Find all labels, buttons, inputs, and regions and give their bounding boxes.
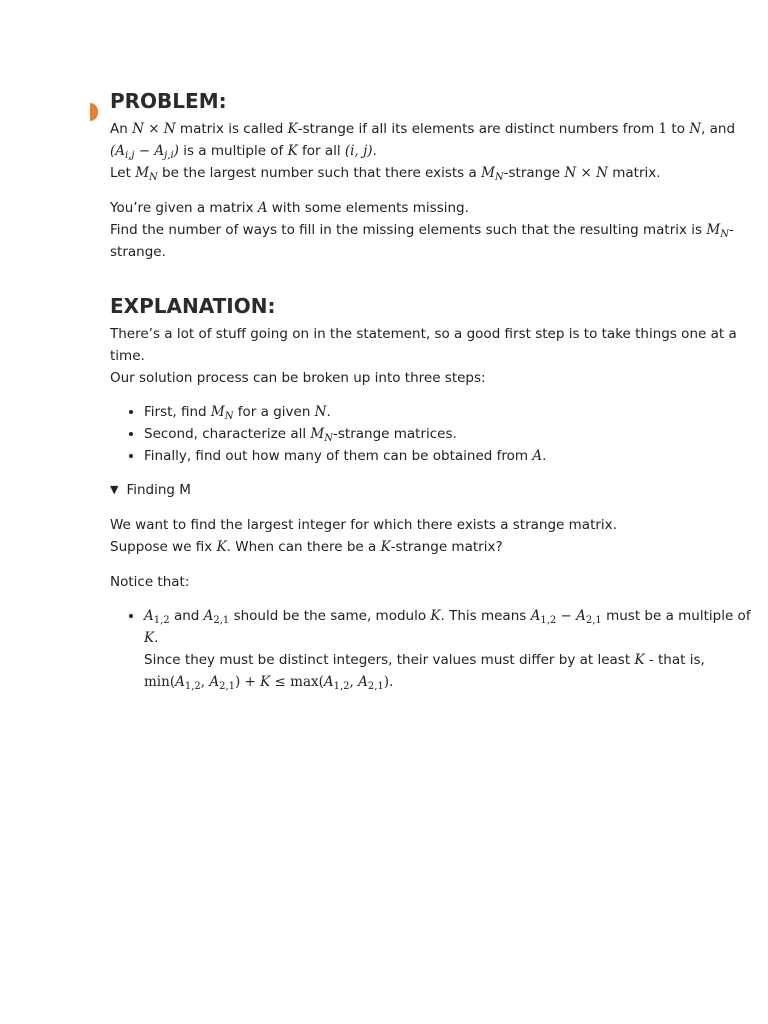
finding-m-text-2: Suppose we fix K. When can there be a K-strange matrix? bbox=[110, 539, 503, 555]
list-item: • Second, characterize all $M_N$-strange matrices. bbox=[144, 423, 762, 445]
problem-task: Find the number of ways to fill in the missing elements such that the resulting matrix is $M_N$-strange. bbox=[110, 222, 734, 260]
list-item: • First, find $M_N$ for a given N. bbox=[144, 401, 762, 423]
problem-input: You’re given a matrix A with some elements missing. bbox=[110, 200, 469, 216]
triangle-down-icon: ▼ bbox=[110, 483, 119, 496]
list-item: • $A_{1,2}$ and $A_{2,1}$ should be the same, modulo K. This means $A_{1,2} - A_{2,1}$ must be a multiple of K. Since they must be distinct integers, their values must differ by at least K - that is, $\min(A_{1,2}$, $A_{2,1}) + K \le \max(A_{1,2}$, $A_{2,1}$). bbox=[144, 605, 762, 693]
list-item: • Finally, find out how many of them can be obtained from A. bbox=[144, 445, 762, 467]
problem-heading: PROBLEM: bbox=[110, 89, 227, 113]
finding-m-text-1: We want to find the largest integer for which there exists a strange matrix. bbox=[110, 517, 617, 533]
section-marker bbox=[90, 103, 98, 121]
solution-steps-list bbox=[110, 401, 762, 467]
explanation-intro-1: There’s a lot of stuff going on in the statement, so a good first step is to take things one at a time. bbox=[110, 326, 737, 364]
explanation-heading: EXPLANATION: bbox=[110, 294, 276, 318]
problem-definition: An N × N matrix is called K-strange if all its elements are distinct numbers from 1 to N, and $(A_{i,j} - A_{j,i})$ is a multiple of K for all (i, j). bbox=[110, 121, 736, 161]
details-summary-label: Finding M bbox=[126, 482, 191, 498]
post-body bbox=[110, 88, 762, 693]
details-toggle-finding-m[interactable] bbox=[110, 479, 762, 501]
problem-mn-definition: Let $M_N$ be the largest number such that there exists a $M_N$-strange N × N matrix. bbox=[110, 165, 661, 183]
observation-list bbox=[110, 605, 762, 693]
explanation-intro-2: Our solution process can be broken up into three steps: bbox=[110, 370, 486, 386]
notice-text: Notice that: bbox=[110, 574, 190, 590]
